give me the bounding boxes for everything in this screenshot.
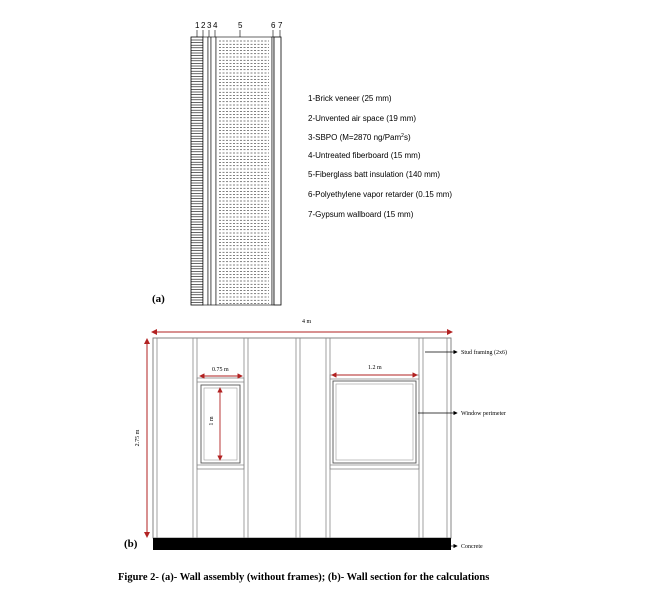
width-dimension-label: 4 m bbox=[302, 319, 312, 325]
window-2-glass bbox=[336, 384, 413, 460]
brick-veneer-layer bbox=[191, 37, 203, 305]
layer-leaders bbox=[197, 30, 280, 37]
fiberboard-layer bbox=[211, 37, 216, 305]
concrete-slab bbox=[153, 538, 451, 550]
window-callout-label: Window perimeter bbox=[461, 411, 506, 417]
sbpo-layer bbox=[208, 37, 211, 305]
panel-a-label: (a) bbox=[152, 293, 165, 305]
layer-number: 5 bbox=[238, 21, 243, 30]
height-dimension-label: 2.75 m bbox=[135, 429, 141, 447]
figure-caption: Figure 2- (a)- Wall assembly (without frames); (b)- Wall section for the calculations bbox=[118, 572, 490, 583]
legend-item-air-space: 2-Unvented air space (19 mm) bbox=[308, 114, 417, 123]
window-1-height-label: 1 m bbox=[209, 416, 215, 426]
gypsum-layer bbox=[274, 37, 281, 305]
layer-legend bbox=[308, 94, 452, 219]
wall-section bbox=[124, 319, 507, 550]
legend-item-sbpo: 3-SBPO (M=2870 ng/Pam$^2$s) bbox=[308, 133, 411, 142]
concrete-callout-label: Concrete bbox=[461, 544, 483, 550]
legend-item-vapor-retarder: 6-Polyethylene vapor retarder (0.15 mm) bbox=[308, 190, 453, 199]
layer-number: 3 bbox=[207, 21, 212, 30]
stud-callout-label: Stud framing (2x6) bbox=[461, 350, 507, 356]
legend-item-brick: 1-Brick veneer (25 mm) bbox=[308, 94, 392, 103]
legend-item-insulation: 5-Fiberglass batt insulation (140 mm) bbox=[308, 170, 441, 179]
window-1-width-label: 0.75 m bbox=[212, 367, 229, 373]
layer-numbers bbox=[195, 21, 283, 30]
layer-number: 2 bbox=[201, 21, 206, 30]
insulation-layer bbox=[216, 37, 272, 305]
air-space-layer bbox=[203, 37, 208, 305]
layer-number: 6 bbox=[271, 21, 276, 30]
wall-assembly-section bbox=[152, 21, 452, 305]
layer-number: 4 bbox=[213, 21, 218, 30]
layer-number: 1 bbox=[195, 21, 200, 30]
panel-b-label: (b) bbox=[124, 538, 138, 550]
legend-item-fiberboard: 4-Untreated fiberboard (15 mm) bbox=[308, 151, 421, 160]
legend-item-gypsum: 7-Gypsum wallboard (15 mm) bbox=[308, 210, 414, 219]
layer-number: 7 bbox=[278, 21, 283, 30]
window-2-width-label: 1.2 m bbox=[368, 365, 382, 371]
